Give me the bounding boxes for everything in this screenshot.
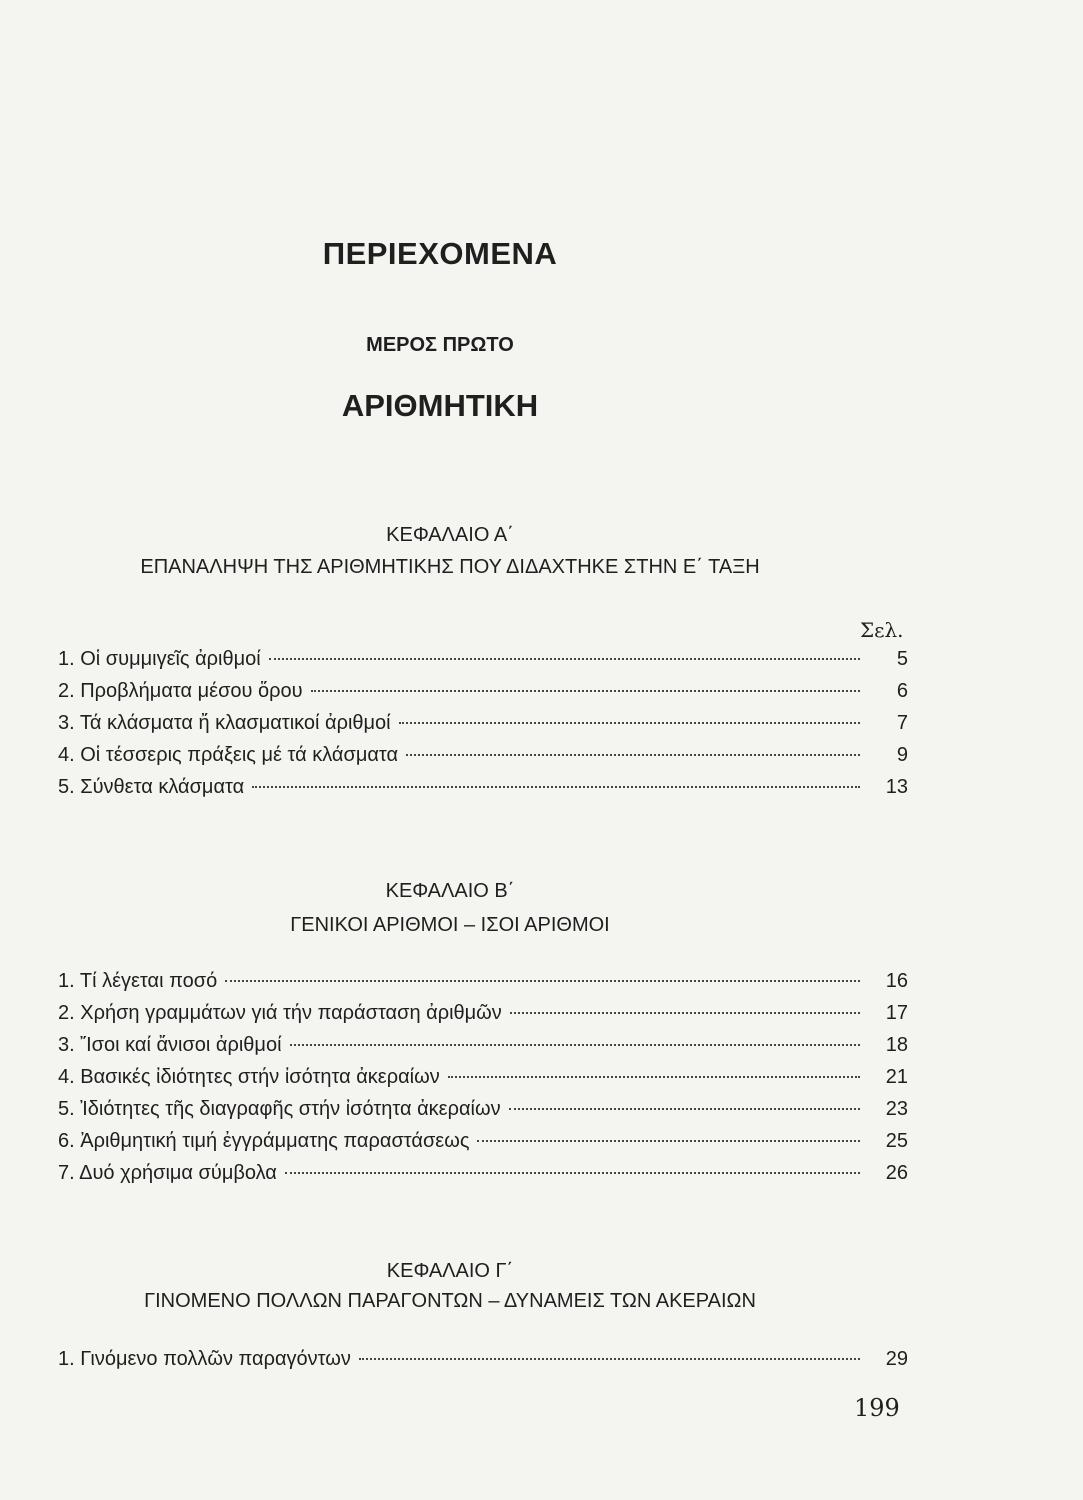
entry-page: 26 [885, 1162, 908, 1184]
dot-leader [225, 980, 860, 982]
toc-entry [58, 680, 908, 712]
page-column-label: Σελ. [860, 618, 904, 642]
entry-text: 1. Τί λέγεται ποσό [58, 970, 218, 992]
dot-leader [252, 786, 860, 788]
entry-text: 2. Χρήση γραμμάτων γιά τήν παράσταση ἀριθμῶν [58, 1002, 502, 1024]
entry-text: 3. Τά κλάσματα ἤ κλασματικοί ἀριθμοί [58, 712, 391, 734]
entry-page: 9 [896, 744, 908, 766]
chapter-title: ΕΠΑΝΑΛΗΨΗ ΤΗΣ ΑΡΙΘΜΗΤΙΚΗΣ ΠΟΥ ΔΙΔΑΧΤΗΚΕ ΣΤΗΝ Ε΄ ΤΑΞΗ [140, 556, 760, 578]
entry-page: 18 [885, 1034, 908, 1056]
entry-page: 23 [885, 1098, 908, 1120]
toc-entry [58, 1348, 908, 1380]
dot-leader [510, 1012, 860, 1014]
dot-leader [399, 722, 860, 724]
entry-text: 2. Προβλήματα μέσου ὅρου [58, 680, 303, 702]
dot-leader [406, 754, 860, 756]
entry-page: 16 [885, 970, 908, 992]
toc-entry [58, 776, 908, 808]
entry-text: 1. Οἱ συμμιγεῖς ἀριθμοί [58, 648, 261, 670]
entry-page: 17 [885, 1002, 908, 1024]
entry-page: 5 [896, 648, 908, 670]
chapter-title: ΓΕΝΙΚΟΙ ΑΡΙΘΜΟΙ – ΙΣΟΙ ΑΡΙΘΜΟΙ [290, 914, 610, 936]
page-number: 199 [854, 1394, 900, 1422]
chapter-entries [58, 648, 908, 808]
entry-page: 21 [885, 1066, 908, 1088]
toc-entry [58, 1162, 908, 1194]
entry-text: 7. Δυό χρήσιμα σύμβολα [58, 1162, 277, 1184]
entry-text: 4. Οἱ τέσσερις πράξεις μέ τά κλάσματα [58, 744, 399, 766]
toc-entry [58, 1066, 908, 1098]
entry-text: 5. Ἰδιότητες τῆς διαγραφῆς στήν ἰσότητα ἀκεραίων [58, 1098, 501, 1120]
chapter-title: ΓΙΝΟΜΕΝΟ ΠΟΛΛΩΝ ΠΑΡΑΓΟΝΤΩΝ – ΔΥΝΑΜΕΙΣ ΤΩΝ ΑΚΕΡΑΙΩΝ [144, 1290, 756, 1312]
entry-text: 1. Γινόμενο πολλῶν παραγόντων [58, 1348, 351, 1370]
dot-leader [509, 1108, 860, 1110]
entry-text: 5. Σύνθετα κλάσματα [58, 776, 245, 798]
part-label: ΜΕΡΟΣ ΠΡΩΤΟ [366, 334, 514, 356]
chapter-entries [58, 1348, 908, 1380]
entry-page: 6 [896, 680, 908, 702]
entry-page: 13 [885, 776, 908, 798]
dot-leader [359, 1358, 860, 1360]
part-title: ΑΡΙΘΜΗΤΙΚΗ [341, 388, 539, 423]
dot-leader [285, 1172, 860, 1174]
entry-text: 6. Ἀριθμητική τιμή ἐγγράμματης παραστάσεως [58, 1130, 470, 1152]
page-title: ΠΕΡΙΕΧΟΜΕΝΑ [322, 236, 558, 271]
entry-text: 3. Ἴσοι καί ἄνισοι ἀριθμοί [58, 1034, 282, 1056]
dot-leader [477, 1140, 860, 1142]
toc-entry [58, 1098, 908, 1130]
dot-leader [269, 658, 860, 660]
chapter-entries [58, 970, 908, 1194]
toc-entry [58, 744, 908, 776]
entry-page: 7 [896, 712, 908, 734]
dot-leader [290, 1044, 860, 1046]
toc-entry [58, 970, 908, 1002]
dot-leader [448, 1076, 860, 1078]
toc-entry [58, 1002, 908, 1034]
chapter-label: ΚΕΦΑΛΑΙΟ Γ΄ [386, 1260, 514, 1282]
entry-text: 4. Βασικές ἰδιότητες στήν ἰσότητα ἀκεραίων [58, 1066, 440, 1088]
toc-entry [58, 712, 908, 744]
chapter-label: ΚΕΦΑΛΑΙΟ Β΄ [385, 880, 515, 902]
toc-entry [58, 1130, 908, 1162]
dot-leader [311, 690, 860, 692]
entry-page: 25 [885, 1130, 908, 1152]
toc-entry [58, 648, 908, 680]
toc-entry [58, 1034, 908, 1066]
chapter-label: ΚΕΦΑΛΑΙΟ Α΄ [386, 524, 514, 546]
entry-page: 29 [885, 1348, 908, 1370]
